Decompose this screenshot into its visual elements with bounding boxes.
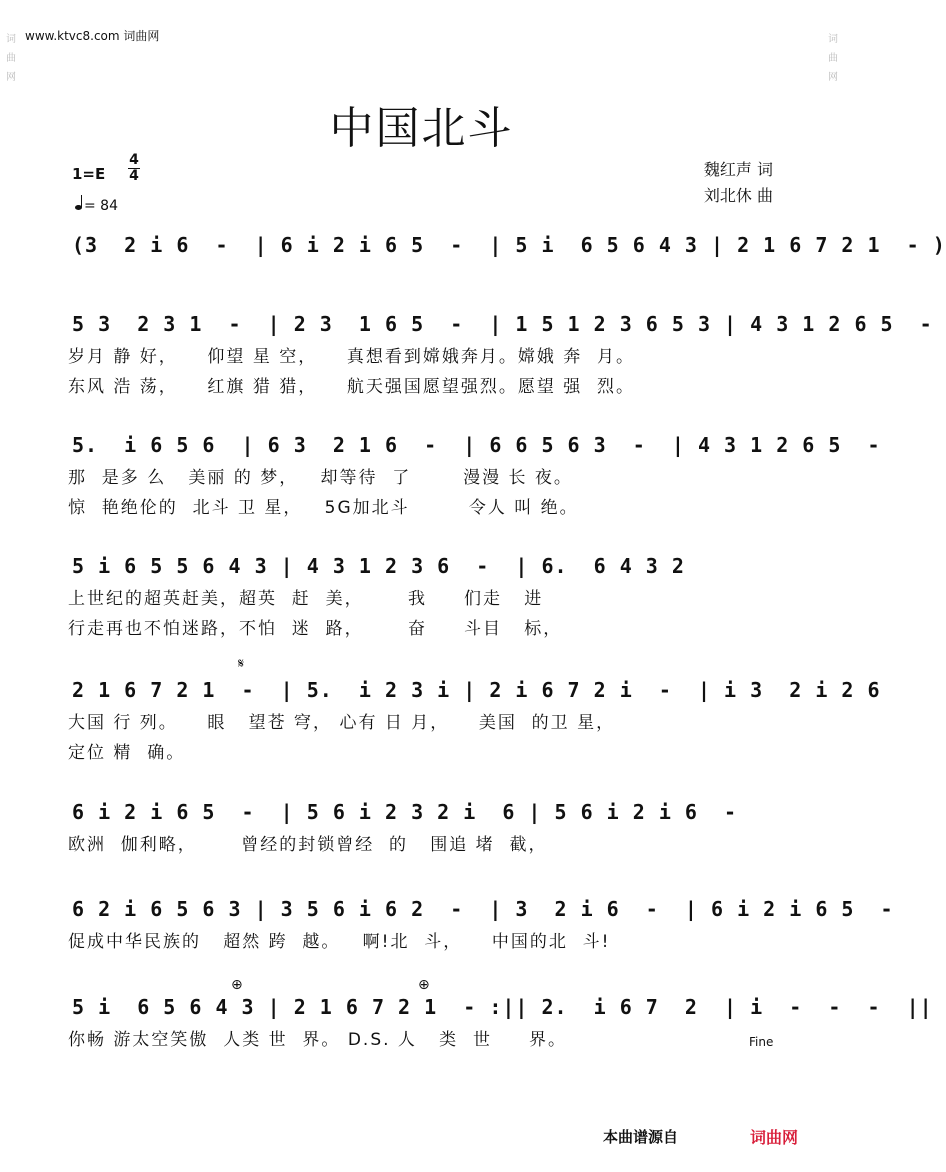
lyric-row-7-verse-1: 促成中华民族的 超然 跨 越。 啊!北 斗， 中国的北 斗! bbox=[68, 932, 611, 952]
source-label: 本曲谱源自 bbox=[603, 1128, 679, 1146]
time-bottom: 4 bbox=[129, 168, 139, 184]
lyric-row-3-verse-1: 那 是多 么 美丽 的 梦， 却等待 了 漫漫 长 夜。 bbox=[68, 468, 573, 488]
notation-row-7: 6 2 i 6 5 6 3 | 3 5 6 i 6 2 - | 3 2 i 6 - | 6 i 2 i 6 5 - bbox=[72, 897, 894, 921]
source-site-link[interactable]: 词曲网 bbox=[750, 1128, 799, 1147]
lyric-row-5-verse-2: 定位 精 确。 bbox=[68, 743, 186, 763]
coda-mark-2: ⊕ bbox=[418, 977, 430, 993]
notation-row-4: 5 i 6 5 5 6 4 3 | 4 3 1 2 3 6 - | 6. 6 4 3 2 bbox=[72, 554, 685, 578]
notation-row-8: 5 i 6 5 6 4 3 | 2 1 6 7 2 1 - :|| 2. i 6 7 2 | i - - - || bbox=[72, 995, 933, 1019]
tempo-marking bbox=[75, 198, 118, 214]
quarter-note-icon bbox=[75, 205, 82, 210]
lyric-row-2-verse-1: 岁月 静 好， 仰望 星 空， 真想看到嫦娥奔月。嫦娥 奔 月。 bbox=[68, 347, 636, 367]
notation-row-1: (3 2 i 6 - | 6 i 2 i 6 5 - | 5 i 6 5 6 4 3 | 2 1 6 7 2 1 - ) bbox=[72, 233, 946, 257]
key-signature: 1=E bbox=[72, 165, 106, 183]
left-watermark: 词 曲 网 bbox=[6, 34, 16, 83]
lyric-row-4-verse-2: 行走再也不怕迷路，不怕 迷 路， 奋 斗目 标， bbox=[68, 619, 563, 639]
coda-mark-1: ⊕ bbox=[231, 977, 243, 993]
time-signature bbox=[128, 153, 140, 184]
tempo-value: = 84 bbox=[84, 198, 118, 214]
notation-row-3: 5. i 6 5 6 | 6 3 2 1 6 - | 6 6 5 6 3 - | 4 3 1 2 6 5 - bbox=[72, 433, 881, 457]
lyric-row-5-verse-1: 大国 行 列。 眼 望苍 穹， 心有 日 月， 美国 的卫 星， bbox=[68, 713, 616, 733]
right-watermark: 词 曲 网 bbox=[828, 34, 838, 83]
notation-row-2: 5 3 2 3 1 - | 2 3 1 6 5 - | 1 5 1 2 3 6 5 3 | 4 3 1 2 6 5 - bbox=[72, 312, 933, 336]
time-top: 4 bbox=[129, 152, 139, 168]
fine-mark: Fine bbox=[749, 1035, 774, 1049]
lyricist-credit: 魏红声 词 bbox=[703, 160, 773, 179]
segno-mark: 𝄋 bbox=[238, 656, 245, 672]
lyric-row-8-verse-1: 你畅 游太空笑傲 人类 世 界。 D.S. 人 类 世 界。 bbox=[68, 1030, 567, 1050]
song-title: 中国北斗 bbox=[329, 103, 514, 154]
notation-row-6: 6 i 2 i 6 5 - | 5 6 i 2 3 2 i 6 | 5 6 i 2 i 6 - bbox=[72, 800, 738, 824]
site-url[interactable]: www.ktvc8.com 词曲网 bbox=[25, 29, 160, 43]
lyric-row-6-verse-1: 欧洲 伽利略， 曾经的封锁曾经 的 围追 堵 截， bbox=[68, 835, 548, 855]
lyric-row-4-verse-1: 上世纪的超英赶美，超英 赶 美， 我 们走 进 bbox=[68, 589, 544, 609]
lyric-row-3-verse-2: 惊 艳绝伦的 北斗 卫 星， 5G加北斗 令人 叫 绝。 bbox=[68, 498, 579, 518]
composer-credit: 刘北休 曲 bbox=[703, 186, 773, 205]
lyric-row-2-verse-2: 东风 浩 荡， 红旗 猎 猎， 航天强国愿望强烈。愿望 强 烈。 bbox=[68, 377, 636, 397]
notation-row-5: 2 1 6 7 2 1 - | 5. i 2 3 i | 2 i 6 7 2 i - | i 3 2 i 2 6 bbox=[72, 678, 881, 702]
